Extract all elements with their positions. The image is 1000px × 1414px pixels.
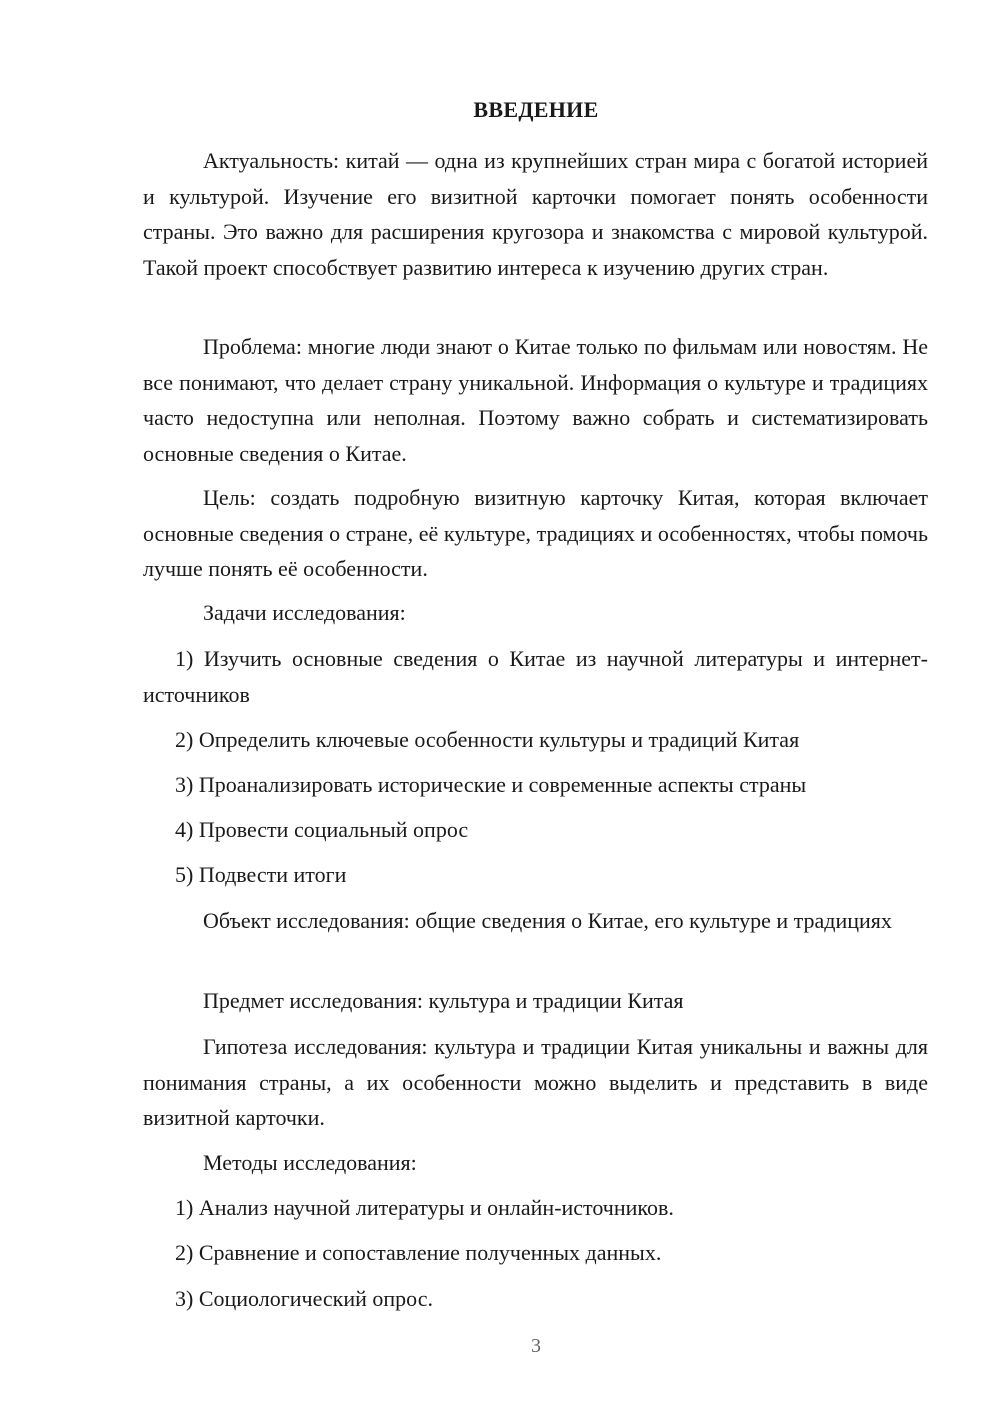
task-item-2 bbox=[143, 722, 928, 758]
list-item: 1) Анализ научной литературы и онлайн-источников. bbox=[175, 1195, 674, 1220]
paragraph-subject bbox=[143, 983, 928, 1019]
task-item-4 bbox=[143, 812, 928, 848]
paragraph-relevance bbox=[143, 143, 928, 285]
list-item: 2) Сравнение и сопоставление полученных данных. bbox=[175, 1240, 662, 1265]
list-item: 3) Социологический опрос. bbox=[175, 1286, 433, 1311]
task-item-5 bbox=[143, 857, 928, 893]
paragraph-goal bbox=[143, 480, 928, 587]
methods-title bbox=[143, 1145, 928, 1181]
list-item: 3) Проанализировать исторические и современные аспекты страны bbox=[175, 772, 807, 797]
paragraph-hypothesis bbox=[143, 1029, 928, 1136]
paragraph-problem bbox=[143, 329, 928, 471]
list-item: 1) Изучить основные сведения о Китае из научной литературы и интернет-источников bbox=[143, 646, 928, 707]
hypothesis-text: Гипотеза исследования: культура и традиции Китая уникальны и важны для понимания страны, а их особенности можно выделить и представить в виде визитной карточки. bbox=[143, 1034, 928, 1130]
section-heading: ВВЕДЕНИЕ bbox=[473, 97, 599, 122]
method-item-3 bbox=[143, 1281, 928, 1317]
task-item-1 bbox=[143, 641, 928, 712]
relevance-text: Актуальность: китай — одна из крупнейших стран мира с богатой историей и культурой. Изучение его визитной карточки помогает понять особенности страны. Это важно для расширения кругозора и знакомства с мировой культурой. Такой проект способствует развитию интереса к изучению других стран. bbox=[143, 148, 928, 280]
object-text: Объект исследования: общие сведения о Китае, его культуре и традициях bbox=[203, 908, 892, 933]
methods-title-text: Методы исследования: bbox=[203, 1150, 417, 1175]
method-item-2 bbox=[143, 1235, 928, 1271]
goal-text: Цель: создать подробную визитную карточку Китая, которая включает основные сведения о стране, её культуре, традициях и особенностях, чтобы помочь лучше понять её особенности. bbox=[143, 485, 928, 581]
tasks-title-text: Задачи исследования: bbox=[203, 600, 406, 625]
list-item: 2) Определить ключевые особенности культуры и традиций Китая bbox=[175, 727, 800, 752]
page-number: 3 bbox=[531, 1335, 541, 1357]
problem-text: Проблема: многие люди знают о Китае только по фильмам или новостям. Не все понимают, что делает страну уникальной. Информация о культуре и традициях часто недоступна или неполная. Поэтому важно собрать и систематизировать основные сведения о Китае. bbox=[143, 334, 928, 466]
paragraph-object bbox=[143, 903, 928, 939]
tasks-title bbox=[143, 595, 928, 631]
list-item: 4) Провести социальный опрос bbox=[175, 817, 469, 842]
subject-text: Предмет исследования: культура и традиции Китая bbox=[203, 988, 684, 1013]
task-item-3 bbox=[143, 767, 928, 803]
method-item-1 bbox=[143, 1190, 928, 1226]
list-item: 5) Подвести итоги bbox=[175, 862, 347, 887]
